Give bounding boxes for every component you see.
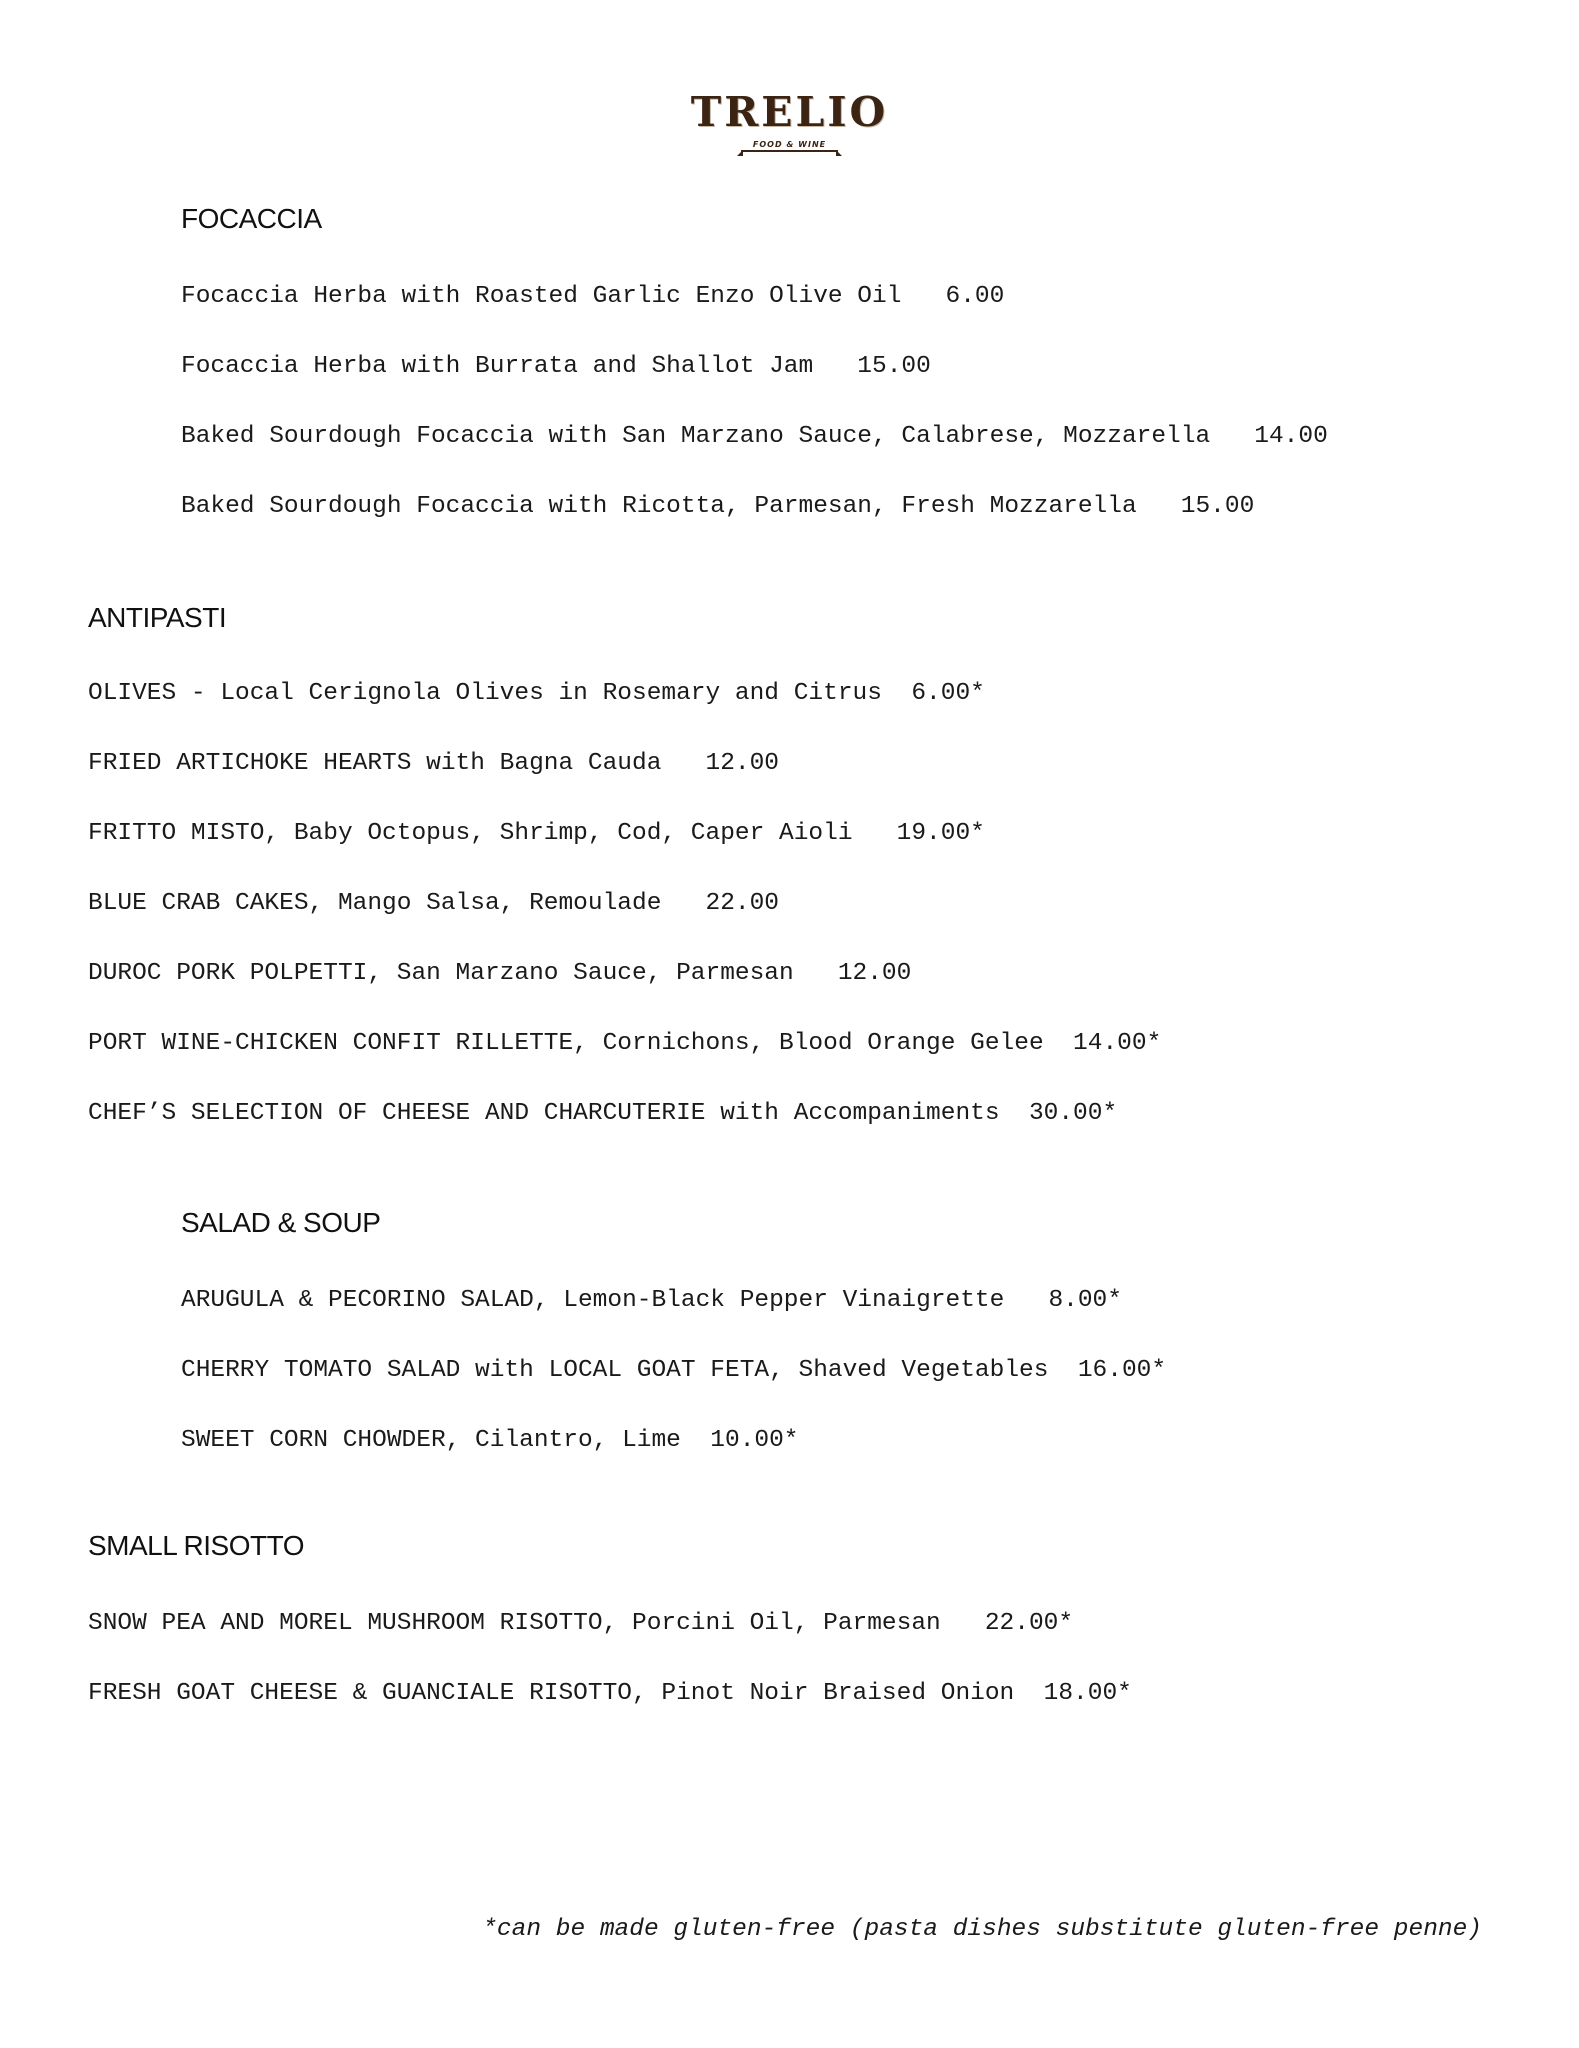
section-title-salad-soup: SALAD & SOUP xyxy=(181,1207,381,1238)
section-title-antipasti: ANTIPASTI xyxy=(88,602,227,633)
menu-item: Focaccia Herba with Burrata and Shallot Jam 15.00 xyxy=(181,353,931,380)
section-title-small-risotto: SMALL RISOTTO xyxy=(88,1530,304,1561)
menu-item: OLIVES - Local Cerignola Olives in Rosemary and Citrus 6.00* xyxy=(88,680,985,707)
logo-tagline: FOOD & WINE xyxy=(741,139,838,152)
menu-item: SWEET CORN CHOWDER, Cilantro, Lime 10.00* xyxy=(181,1427,799,1454)
menu-item: Baked Sourdough Focaccia with Ricotta, Parmesan, Fresh Mozzarella 15.00 xyxy=(181,493,1255,520)
menu-item: ARUGULA & PECORINO SALAD, Lemon-Black Pepper Vinaigrette 8.00* xyxy=(181,1287,1122,1314)
section-title-focaccia: FOCACCIA xyxy=(181,203,322,234)
logo-wordmark: TRELIO xyxy=(690,88,889,136)
menu-item: Baked Sourdough Focaccia with San Marzano Sauce, Calabrese, Mozzarella 14.00 xyxy=(181,423,1328,450)
gluten-free-footnote: *can be made gluten-free (pasta dishes substitute gluten-free penne) xyxy=(482,1916,1482,1943)
menu-item: PORT WINE-CHICKEN CONFIT RILLETTE, Cornichons, Blood Orange Gelee 14.00* xyxy=(88,1030,1162,1057)
menu-item: FRESH GOAT CHEESE & GUANCIALE RISOTTO, Pinot Noir Braised Onion 18.00* xyxy=(88,1680,1132,1707)
menu-item: CHEF’S SELECTION OF CHEESE AND CHARCUTERIE with Accompaniments 30.00* xyxy=(88,1100,1118,1127)
menu-item: BLUE CRAB CAKES, Mango Salsa, Remoulade 22.00 xyxy=(88,890,780,917)
menu-item: SNOW PEA AND MOREL MUSHROOM RISOTTO, Porcini Oil, Parmesan 22.00* xyxy=(88,1610,1074,1637)
menu-item: CHERRY TOMATO SALAD with LOCAL GOAT FETA, Shaved Vegetables 16.00* xyxy=(181,1357,1167,1384)
restaurant-logo xyxy=(0,90,1579,152)
menu-item: DUROC PORK POLPETTI, San Marzano Sauce, Parmesan 12.00 xyxy=(88,960,912,987)
menu-item: FRITTO MISTO, Baby Octopus, Shrimp, Cod, Caper Aioli 19.00* xyxy=(88,820,985,847)
menu-item: FRIED ARTICHOKE HEARTS with Bagna Cauda 12.00 xyxy=(88,750,780,777)
menu-item: Focaccia Herba with Roasted Garlic Enzo Olive Oil 6.00 xyxy=(181,283,1005,310)
